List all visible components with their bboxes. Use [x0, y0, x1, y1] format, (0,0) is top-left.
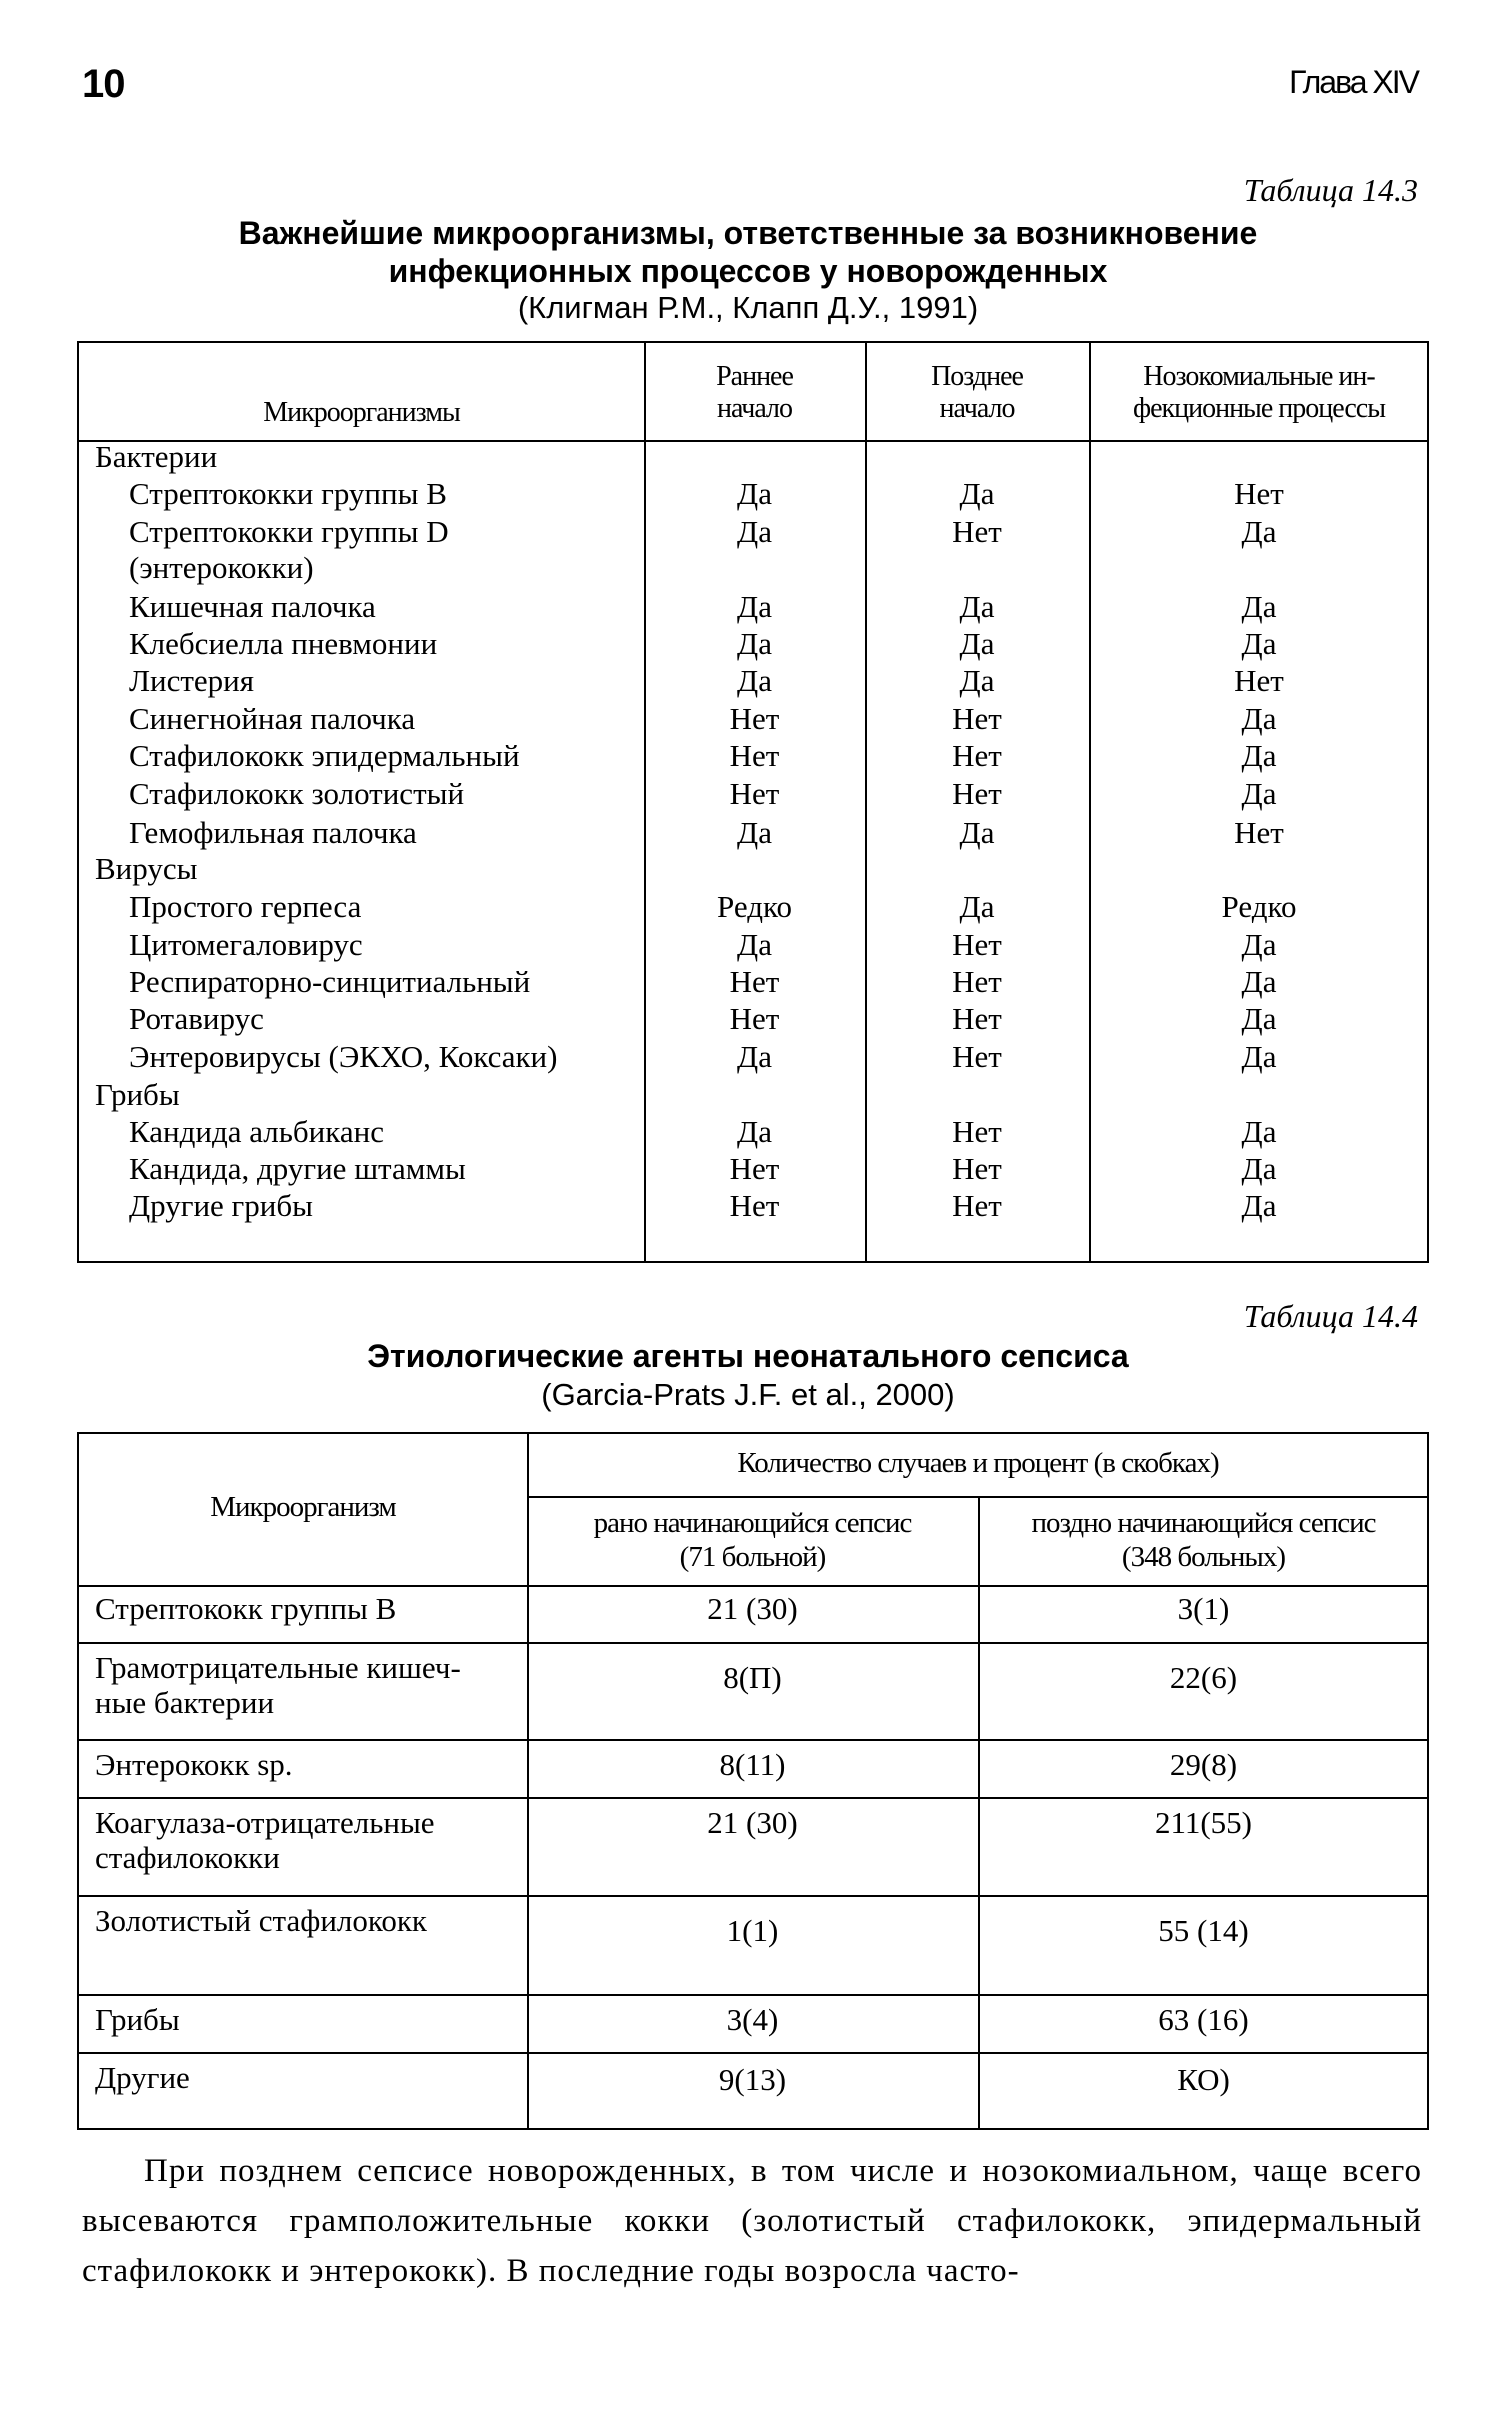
body-paragraph: При позднем сепсисе новорожденных, в том числе и нозокомиальном, чаще всего высеваются грамположительные кокки (золотистый стафилококк, эпидермальный стафилококк и энтерококк). В последние годы возросла часто-	[82, 2153, 1422, 2289]
table-row	[79, 775, 1427, 812]
late-sepsis-value: 22(6)	[1169, 1660, 1238, 1695]
table1-caption: Таблица 14.3	[1243, 172, 1418, 208]
noso-value: Да	[1241, 964, 1277, 999]
table-row	[79, 662, 1427, 699]
noso-value: Нет	[1234, 663, 1284, 698]
organism-name: Гемофильная палочка	[129, 815, 417, 850]
early-value: Да	[737, 927, 772, 962]
late-sepsis-value: 55 (14)	[1158, 1913, 1249, 1948]
table1-title-line2: инфекционных процессов у новорожденных	[388, 253, 1108, 289]
table-row	[79, 1187, 1427, 1224]
late-value: Нет	[952, 776, 1002, 811]
early-sepsis-value: 9(13)	[718, 2062, 787, 2097]
organism-name: Кандида, другие штаммы	[129, 1151, 466, 1186]
table2-caption: Таблица 14.4	[1243, 1298, 1418, 1334]
late-sepsis-value: 3(1)	[1177, 1591, 1230, 1626]
organism-name: Грибы	[95, 1077, 180, 1112]
table-row	[79, 814, 1427, 851]
organism-name: Золотистый стафилококк	[95, 1903, 427, 1938]
table-row	[79, 963, 1427, 1000]
early-sepsis-value: 21 (30)	[707, 1591, 798, 1626]
early-value: Нет	[729, 1001, 780, 1036]
table1-source: (Клигман Р.М., Клапп Д.У., 1991)	[517, 290, 979, 325]
noso-value: Да	[1241, 776, 1277, 811]
col-header-early-sepsis: рано начинающийся сепсис (71 больной)	[593, 1507, 912, 1573]
organism-name: Стрептококки группы В	[129, 476, 447, 511]
early-sepsis-value: 1(1)	[726, 1913, 779, 1948]
late-value: Нет	[952, 1001, 1002, 1036]
late-value: Нет	[952, 1188, 1002, 1223]
late-value: Да	[959, 815, 995, 850]
organism-name: Респираторно-синцитиальный	[129, 964, 531, 999]
late-value: Да	[959, 589, 995, 624]
early-value: Да	[737, 476, 772, 511]
early-value: Да	[737, 663, 772, 698]
organism-name: Другие	[95, 2060, 190, 2095]
late-value: Нет	[952, 1151, 1002, 1186]
organism-name: Цитомегаловирус	[129, 927, 363, 962]
col-header-early: Раннее начало	[716, 361, 793, 424]
late-value: Нет	[952, 1039, 1002, 1074]
organism-name: Вирусы	[95, 851, 198, 886]
early-value: Нет	[729, 1151, 780, 1186]
early-value: Да	[737, 1114, 772, 1149]
noso-value: Нет	[1234, 815, 1284, 850]
early-value: Нет	[729, 1188, 780, 1223]
table-row	[79, 850, 1427, 887]
organism-name: Листерия	[129, 663, 255, 698]
late-value: Да	[959, 889, 995, 924]
table-row	[79, 737, 1427, 774]
noso-value: Да	[1241, 1188, 1277, 1223]
late-sepsis-value: КО)	[1177, 2062, 1230, 2097]
early-value: Да	[737, 514, 772, 549]
noso-value: Да	[1241, 1151, 1277, 1186]
noso-value: Да	[1241, 738, 1277, 773]
table-row	[79, 1000, 1427, 1037]
organism-name: Стафилококк эпидермальный	[129, 738, 520, 773]
early-sepsis-value: 8(11)	[719, 1747, 786, 1782]
noso-value: Да	[1241, 1114, 1277, 1149]
organism-name: Ротавирус	[129, 1001, 264, 1036]
early-value: Нет	[729, 701, 780, 736]
table-row	[79, 438, 1427, 475]
noso-value: Да	[1241, 1001, 1277, 1036]
table-row	[79, 1150, 1427, 1187]
organism-name: Стафилококк золотистый	[129, 776, 465, 811]
late-value: Да	[959, 476, 995, 511]
sepsis-agents-table	[77, 1432, 1429, 2130]
early-sepsis-value: 3(4)	[726, 2002, 779, 2037]
table1-title-line1: Важнейшие микроорганизмы, ответственные за возникновение	[238, 215, 1258, 251]
organism-name: Грамотрицательные кишеч- ные бактерии	[95, 1650, 461, 1720]
table-row	[79, 1113, 1427, 1150]
early-value: Нет	[729, 964, 780, 999]
late-sepsis-value: 63 (16)	[1158, 2002, 1249, 2037]
noso-value: Нет	[1234, 476, 1284, 511]
table-row	[79, 700, 1427, 737]
table-row	[79, 926, 1427, 963]
col-header-microorganisms: Микроорганизмы	[263, 397, 460, 428]
organism-name: Энтеровирусы (ЭКХО, Коксаки)	[129, 1039, 558, 1074]
early-value: Да	[737, 589, 772, 624]
noso-value: Редко	[1221, 889, 1297, 924]
late-value: Нет	[952, 927, 1002, 962]
late-sepsis-value: 29(8)	[1169, 1747, 1238, 1782]
organism-name: Другие грибы	[129, 1188, 313, 1223]
organism-name: Стрептококк группы В	[95, 1591, 397, 1626]
organism-name: Клебсиелла пневмонии	[129, 626, 438, 661]
late-value: Нет	[952, 701, 1002, 736]
noso-value: Да	[1241, 514, 1277, 549]
organism-name: Бактерии	[95, 439, 218, 474]
col-header-microorganism: Микроорганизм	[210, 1491, 396, 1523]
late-value: Нет	[952, 1114, 1002, 1149]
col-header-case-count: Количество случаев и процент (в скобках)	[737, 1447, 1219, 1479]
noso-value: Да	[1241, 626, 1277, 661]
col-header-late: Позднее начало	[931, 361, 1023, 424]
page-number: 10	[82, 62, 125, 106]
noso-value: Да	[1241, 589, 1277, 624]
table-row	[79, 513, 1427, 550]
organism-name: Кишечная палочка	[129, 589, 376, 624]
table-row	[79, 888, 1427, 925]
early-value: Да	[737, 1039, 772, 1074]
table-row	[79, 1076, 1427, 1113]
late-value: Нет	[952, 964, 1002, 999]
table-row	[79, 625, 1427, 662]
organism-name: Простого герпеса	[129, 889, 362, 924]
organism-name: Грибы	[95, 2002, 180, 2037]
table-row	[79, 475, 1427, 512]
col-header-late-sepsis: поздно начинающийся сепсис (348 больных)	[1031, 1507, 1376, 1573]
late-sepsis-value: 211(55)	[1155, 1805, 1252, 1840]
table-row	[79, 549, 1427, 586]
organism-name: Синегнойная палочка	[129, 701, 416, 736]
early-value: Да	[737, 626, 772, 661]
early-value: Нет	[729, 738, 780, 773]
table2-source: (Garcia-Prats J.F. et al., 2000)	[541, 1377, 955, 1412]
late-value: Нет	[952, 514, 1002, 549]
organism-name: (энтерококки)	[129, 550, 314, 585]
table2-title: Этиологические агенты неонатального сепсиса	[367, 1338, 1129, 1374]
late-value: Да	[959, 663, 995, 698]
noso-value: Да	[1241, 1039, 1277, 1074]
col-header-nosocomial: Нозокомиальные ин- фекционные процессы	[1132, 361, 1386, 424]
organism-name: Стрептококки группы D	[129, 514, 449, 549]
late-value: Да	[959, 626, 995, 661]
early-value: Редко	[717, 889, 792, 924]
organism-name: Коагулаза-отрицательные стафилококки	[95, 1805, 435, 1875]
early-value: Нет	[729, 776, 780, 811]
noso-value: Да	[1241, 927, 1277, 962]
microorganisms-table	[77, 341, 1429, 1263]
early-sepsis-value: 8(П)	[723, 1660, 782, 1695]
early-sepsis-value: 21 (30)	[707, 1805, 798, 1840]
noso-value: Да	[1241, 701, 1277, 736]
early-value: Да	[737, 815, 772, 850]
table-row	[79, 1038, 1427, 1075]
late-value: Нет	[952, 738, 1002, 773]
table-row	[79, 588, 1427, 625]
chapter-label: Глава XIV	[1289, 64, 1418, 100]
organism-name: Кандида альбиканс	[129, 1114, 384, 1149]
organism-name: Энтерококк sp.	[95, 1747, 293, 1782]
